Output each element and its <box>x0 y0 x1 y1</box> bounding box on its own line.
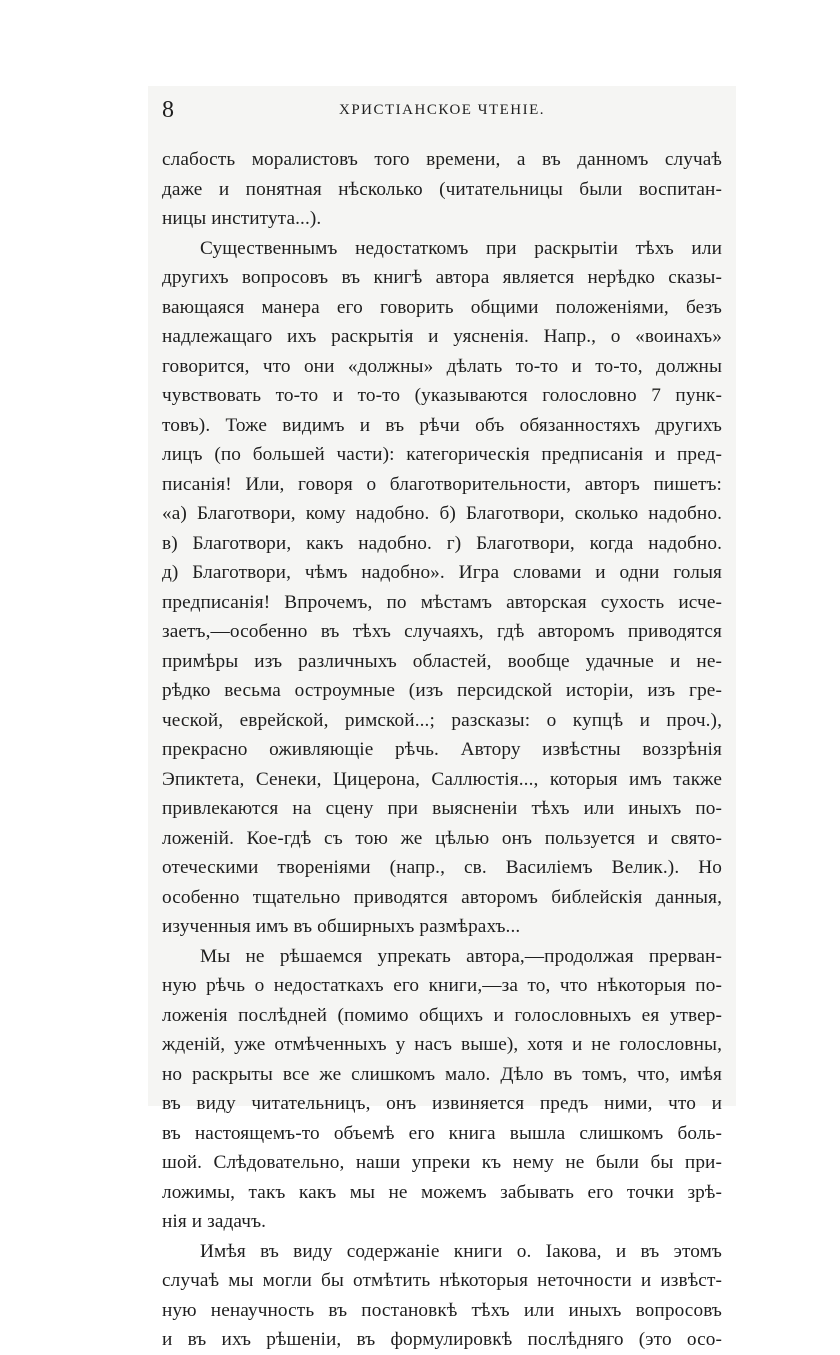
page-header <box>162 95 722 125</box>
text-line: надлежащаго ихъ раскрытія и уясненія. Напр., о «воинахъ» <box>162 326 722 347</box>
text-line: прекрасно оживляющіе рѣчь. Автору извѣстны воззрѣнія <box>162 739 722 760</box>
text-line: Имѣя въ виду содержаніе книги о. Іакова, и въ этомъ <box>200 1240 722 1262</box>
text-line: но раскрыты все же слишкомъ мало. Дѣло въ томъ, что, имѣя <box>162 1063 722 1085</box>
page-number: 8 <box>162 97 174 123</box>
text-line: заетъ,—особенно въ тѣхъ случаяхъ, гдѣ авторомъ приводятся <box>162 621 722 642</box>
text-line: отеческими твореніями (напр., св. Василіемъ Велик.). Но <box>162 857 722 878</box>
text-line: рѣдко весьма остроумные (изъ персидской исторіи, изъ гре- <box>162 680 722 701</box>
text-line: нія и задачъ. <box>162 1211 267 1232</box>
text-line: изученныя имъ въ обширныхъ размѣрахъ... <box>162 916 521 937</box>
text-line: даже и понятная нѣсколько (читательницы были воспитан- <box>162 178 722 200</box>
text-line: особенно тщательно приводятся авторомъ библейскія данныя, <box>162 886 722 908</box>
text-line: привлекаются на сцену при выясненіи тѣхъ или иныхъ по- <box>162 798 722 819</box>
text-line: въ настоящемъ-то объемѣ его книга вышла слишкомъ боль- <box>162 1122 722 1144</box>
text-line: лицъ (по большей части): категорическія предписанія и пред- <box>162 444 722 465</box>
text-line: въ виду читательницъ, онъ извиняется предъ ними, что и <box>162 1093 722 1114</box>
text-line: ческой, еврейской, римской...; разсказы: о купцѣ и проч.), <box>162 709 722 731</box>
text-line: чувствовать то-то и то-то (указываются голословно 7 пунк- <box>162 385 722 406</box>
text-line: писанія! Или, говоря о благотворительности, авторъ пишетъ: <box>162 473 722 495</box>
text-line: и въ ихъ рѣшеніи, въ формулировкѣ послѣдняго (это осо- <box>162 1329 722 1350</box>
text-line: Существеннымъ недостаткомъ при раскрытіи тѣхъ или <box>200 237 722 259</box>
text-line: Мы не рѣшаемся упрекать автора,—продолжая прерван- <box>200 945 722 967</box>
text-line: шой. Слѣдовательно, наши упреки къ нему не были бы при- <box>162 1152 722 1173</box>
text-line: ложенія послѣдней (помимо общихъ и голословныхъ ея утвер- <box>162 1004 722 1026</box>
text-line: говорится, что они «должны» дѣлать то-то и то-то, должны <box>162 355 722 377</box>
text-line: слабость моралистовъ того времени, а въ данномъ случаѣ <box>162 149 722 170</box>
text-line: в) Благотвори, какъ надобно. г) Благотвори, когда надобно. <box>162 532 722 554</box>
text-line: жденій, уже отмѣченныхъ у насъ выше), хотя и не голословны, <box>162 1034 722 1055</box>
text-line: предписанія! Впрочемъ, по мѣстамъ авторская сухость исче- <box>162 591 722 613</box>
text-line: Эпиктета, Сенеки, Цицерона, Саллюстія..., которыя имъ также <box>162 768 722 790</box>
text-line: ную ненаучность въ постановкѣ тѣхъ или иныхъ вопросовъ <box>162 1299 722 1321</box>
text-line: д) Благотвори, чѣмъ надобно». Игра словами и одни голыя <box>162 562 722 583</box>
text-line: вающаяся манера его говорить общими положеніями, безъ <box>162 296 722 318</box>
text-line: примѣры изъ различныхъ областей, вообще удачные и не- <box>162 650 722 672</box>
text-line: «а) Благотвори, кому надобно. б) Благотвори, сколько надобно. <box>162 503 722 524</box>
running-title: ХРИСТІАНСКОЕ ЧТЕНІЕ. <box>338 102 546 118</box>
text-line: товъ). Тоже видимъ и въ рѣчи объ обязанностяхъ другихъ <box>162 414 722 436</box>
text-line: другихъ вопросовъ въ книгѣ автора является нерѣдко сказы- <box>162 267 722 288</box>
text-line: ную рѣчь о недостаткахъ его книги,—за то, что нѣкоторыя по- <box>162 975 722 996</box>
text-line: ложеній. Кое-гдѣ съ тою же цѣлью онъ пользуется и свято- <box>162 827 722 849</box>
text-line: ницы института...). <box>162 208 322 229</box>
text-line: случаѣ мы могли бы отмѣтить нѣкоторыя неточности и извѣст- <box>162 1270 722 1291</box>
text-line: ложимы, такъ какъ мы не можемъ забывать его точки зрѣ- <box>162 1181 722 1203</box>
body-text <box>162 145 722 1355</box>
